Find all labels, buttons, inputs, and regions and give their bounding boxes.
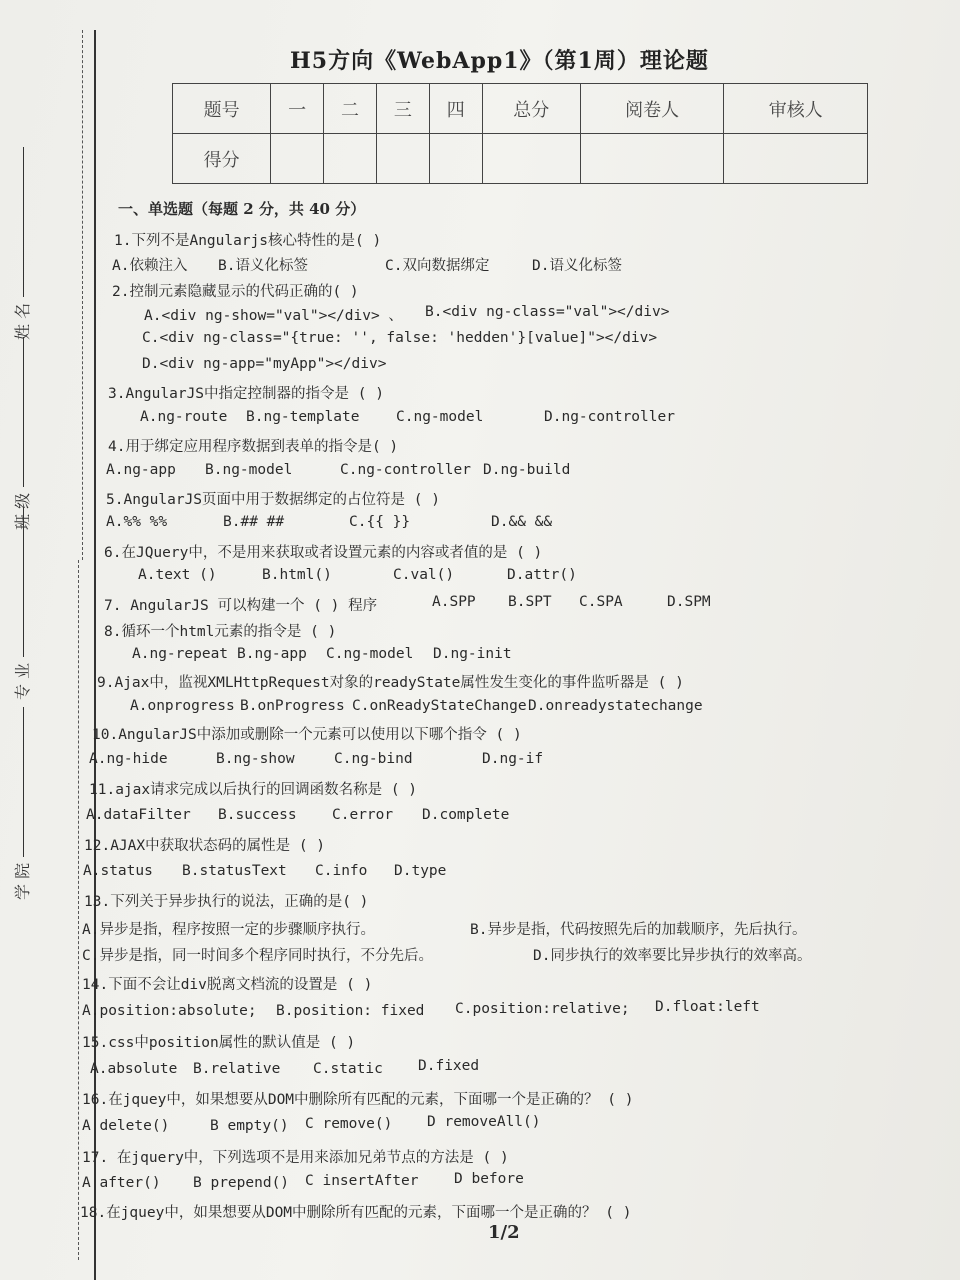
dashed-cut-line-upper [82, 30, 83, 560]
score-cell[interactable] [580, 134, 724, 184]
score-header-cell: 一 [271, 84, 324, 134]
question-option: B prepend() [193, 1175, 290, 1191]
question-option: B.success [218, 807, 297, 823]
question-option: C.<div ng-class="{true: '', false: 'hedden'}[value]"></div> [142, 330, 658, 346]
question-option: B.ng-app [237, 646, 307, 662]
question-stem: 6.在JQuery中，不是用来获取或者设置元素的内容或者值的是 ( ) [104, 545, 543, 561]
question-option: D.&& && [491, 514, 553, 530]
question-option: C.ng-controller [340, 462, 471, 478]
section-title: 一、单选题（每题 2 分，共 40 分） [118, 200, 366, 218]
question-stem: 7. AngularJS 可以构建一个 ( ) 程序 [104, 598, 378, 614]
question-option: A.异步是指，程序按照一定的步骤顺序执行。 [82, 922, 375, 938]
question-option: D.ng-init [433, 646, 512, 662]
question-option: A.ng-route [140, 409, 228, 425]
question-option: D removeAll() [427, 1114, 541, 1130]
question-option: D.fixed [418, 1058, 480, 1074]
name-label: 姓 名 [13, 302, 32, 340]
question-option: A.ng-hide [89, 751, 168, 767]
question-option: B.position: fixed [276, 1003, 425, 1019]
question-stem: 4.用于绑定应用程序数据到表单的指令是( ) [108, 439, 399, 455]
question-option: C.ng-model [326, 646, 414, 662]
question-option: B.SPT [508, 594, 552, 610]
question-option: D.attr() [507, 567, 577, 583]
question-option: B.## ## [223, 514, 285, 530]
question-stem: 8.循环一个html元素的指令是 ( ) [104, 624, 337, 640]
question-stem: 1.下列不是Angularjs核心特性的是( ) [114, 233, 382, 249]
question-option: C.val() [393, 567, 455, 583]
question-option: A.ng-app [106, 462, 176, 478]
question-stem: 18.在jquey中，如果想要从DOM中删除所有匹配的元素，下面哪一个是正确的？ ( ) [80, 1205, 632, 1221]
question-option: C.异步是指，同一时间多个程序同时执行，不分先后。 [82, 948, 433, 964]
question-option: C.ng-model [396, 409, 484, 425]
question-stem: 2.控制元素隐藏显示的代码正确的( ) [112, 284, 359, 300]
score-table [172, 83, 868, 184]
question-stem: 14.下面不会让div脱离文档流的设置是 ( ) [82, 977, 373, 993]
question-option: D.同步执行的效率要比异步执行的效率高。 [533, 948, 812, 964]
question-option: D.SPM [667, 594, 711, 610]
question-option: C insertAfter [305, 1173, 419, 1189]
question-option: C.position:relative; [455, 1001, 630, 1017]
question-option: B.statusText [182, 863, 287, 879]
score-header-cell: 四 [429, 84, 482, 134]
major-label: 专 业 [13, 662, 32, 700]
question-option: B.语义化标签 [218, 258, 308, 274]
dashed-cut-line-lower [78, 560, 79, 1260]
major-field [10, 507, 33, 700]
score-header-cell: 二 [324, 84, 377, 134]
question-option: C.info [315, 863, 368, 879]
question-option: B.onProgress [240, 698, 345, 714]
question-option: C.SPA [579, 594, 623, 610]
question-option: B.ng-template [246, 409, 360, 425]
question-option: A.ng-repeat [132, 646, 229, 662]
question-option: A.<div ng-show="val"></div> 、 [144, 308, 403, 324]
score-header-cell: 阅卷人 [580, 84, 724, 134]
question-option: D.type [394, 863, 447, 879]
college-blank [23, 707, 24, 857]
score-header-cell: 总分 [482, 84, 580, 134]
major-blank [23, 507, 24, 657]
question-option: D before [454, 1171, 524, 1187]
question-stem: 11.ajax请求完成以后执行的回调函数名称是 ( ) [89, 782, 418, 798]
question-option: A.依赖注入 [112, 258, 188, 274]
question-option: D.<div ng-app="myApp"></div> [142, 356, 387, 372]
question-option: D.语义化标签 [532, 258, 622, 274]
question-option: C.ng-bind [334, 751, 413, 767]
score-value-row [173, 134, 868, 184]
question-option: B.ng-show [216, 751, 295, 767]
question-option: A delete() [82, 1118, 170, 1134]
score-header-cell: 三 [376, 84, 429, 134]
question-stem: 16.在jquey中，如果想要从DOM中删除所有匹配的元素，下面哪一个是正确的？ ( ) [82, 1092, 634, 1108]
question-option: D.complete [422, 807, 510, 823]
question-stem: 15.css中position属性的默认值是 ( ) [82, 1035, 356, 1051]
question-option: D.onreadystatechange [528, 698, 703, 714]
question-option: A.%% %% [106, 514, 168, 530]
question-option: A after() [82, 1175, 161, 1191]
question-option: C.{{ }} [349, 514, 411, 530]
question-option: A.SPP [432, 594, 476, 610]
score-header-cell: 审核人 [724, 84, 868, 134]
class-field [10, 337, 33, 530]
name-blank [23, 147, 24, 297]
question-stem: 3.AngularJS中指定控制器的指令是 ( ) [108, 386, 384, 402]
question-option: B.html() [262, 567, 332, 583]
question-option: C.onReadyStateChange [352, 698, 527, 714]
question-option: D.float:left [655, 999, 760, 1015]
question-option: B.异步是指，代码按照先后的加载顺序，先后执行。 [470, 922, 807, 938]
question-option: B.<div ng-class="val"></div> [425, 304, 670, 320]
question-stem: 13.下列关于异步执行的说法，正确的是( ) [84, 894, 369, 910]
score-header-cell: 题号 [173, 84, 271, 134]
score-cell[interactable] [724, 134, 868, 184]
score-cell[interactable] [376, 134, 429, 184]
question-option: D.ng-build [483, 462, 571, 478]
question-option: A.absolute [90, 1061, 178, 1077]
exam-title: H5方向《WebApp1》（第1周）理论题 [290, 48, 709, 74]
question-option: A.position:absolute; [82, 1003, 257, 1019]
score-header-row [173, 84, 868, 134]
score-cell[interactable] [482, 134, 580, 184]
question-option: C remove() [305, 1116, 393, 1132]
score-cell[interactable] [324, 134, 377, 184]
question-stem: 9.Ajax中，监视XMLHttpRequest对象的readyState属性发生变化的事件监听器是 ( ) [97, 675, 684, 691]
question-option: B.ng-model [205, 462, 293, 478]
question-option: C.error [332, 807, 394, 823]
question-option: A.onprogress [130, 698, 235, 714]
question-option: D.ng-controller [544, 409, 675, 425]
score-cell[interactable] [271, 134, 324, 184]
question-option: C.双向数据绑定 [385, 258, 490, 274]
score-cell[interactable] [429, 134, 482, 184]
question-stem: 17. 在jquery中，下列选项不是用来添加兄弟节点的方法是 ( ) [82, 1150, 509, 1166]
question-stem: 5.AngularJS页面中用于数据绑定的占位符是 ( ) [106, 492, 440, 508]
question-option: A.dataFilter [86, 807, 191, 823]
class-blank [23, 337, 24, 487]
score-row-label: 得分 [173, 134, 271, 184]
class-label: 班 级 [13, 492, 32, 530]
question-option: B.relative [193, 1061, 281, 1077]
question-option: D.ng-if [482, 751, 544, 767]
question-option: A.status [83, 863, 153, 879]
name-field [10, 147, 33, 340]
question-option: B empty() [210, 1118, 289, 1134]
college-field [10, 707, 33, 900]
question-stem: 12.AJAX中获取状态码的属性是 ( ) [84, 838, 326, 854]
question-stem: 10.AngularJS中添加或删除一个元素可以使用以下哪个指令 ( ) [92, 727, 522, 743]
page-number: 1/2 [488, 1222, 520, 1243]
college-label: 学 院 [13, 862, 32, 900]
question-option: C.static [313, 1061, 383, 1077]
question-option: A.text () [138, 567, 217, 583]
